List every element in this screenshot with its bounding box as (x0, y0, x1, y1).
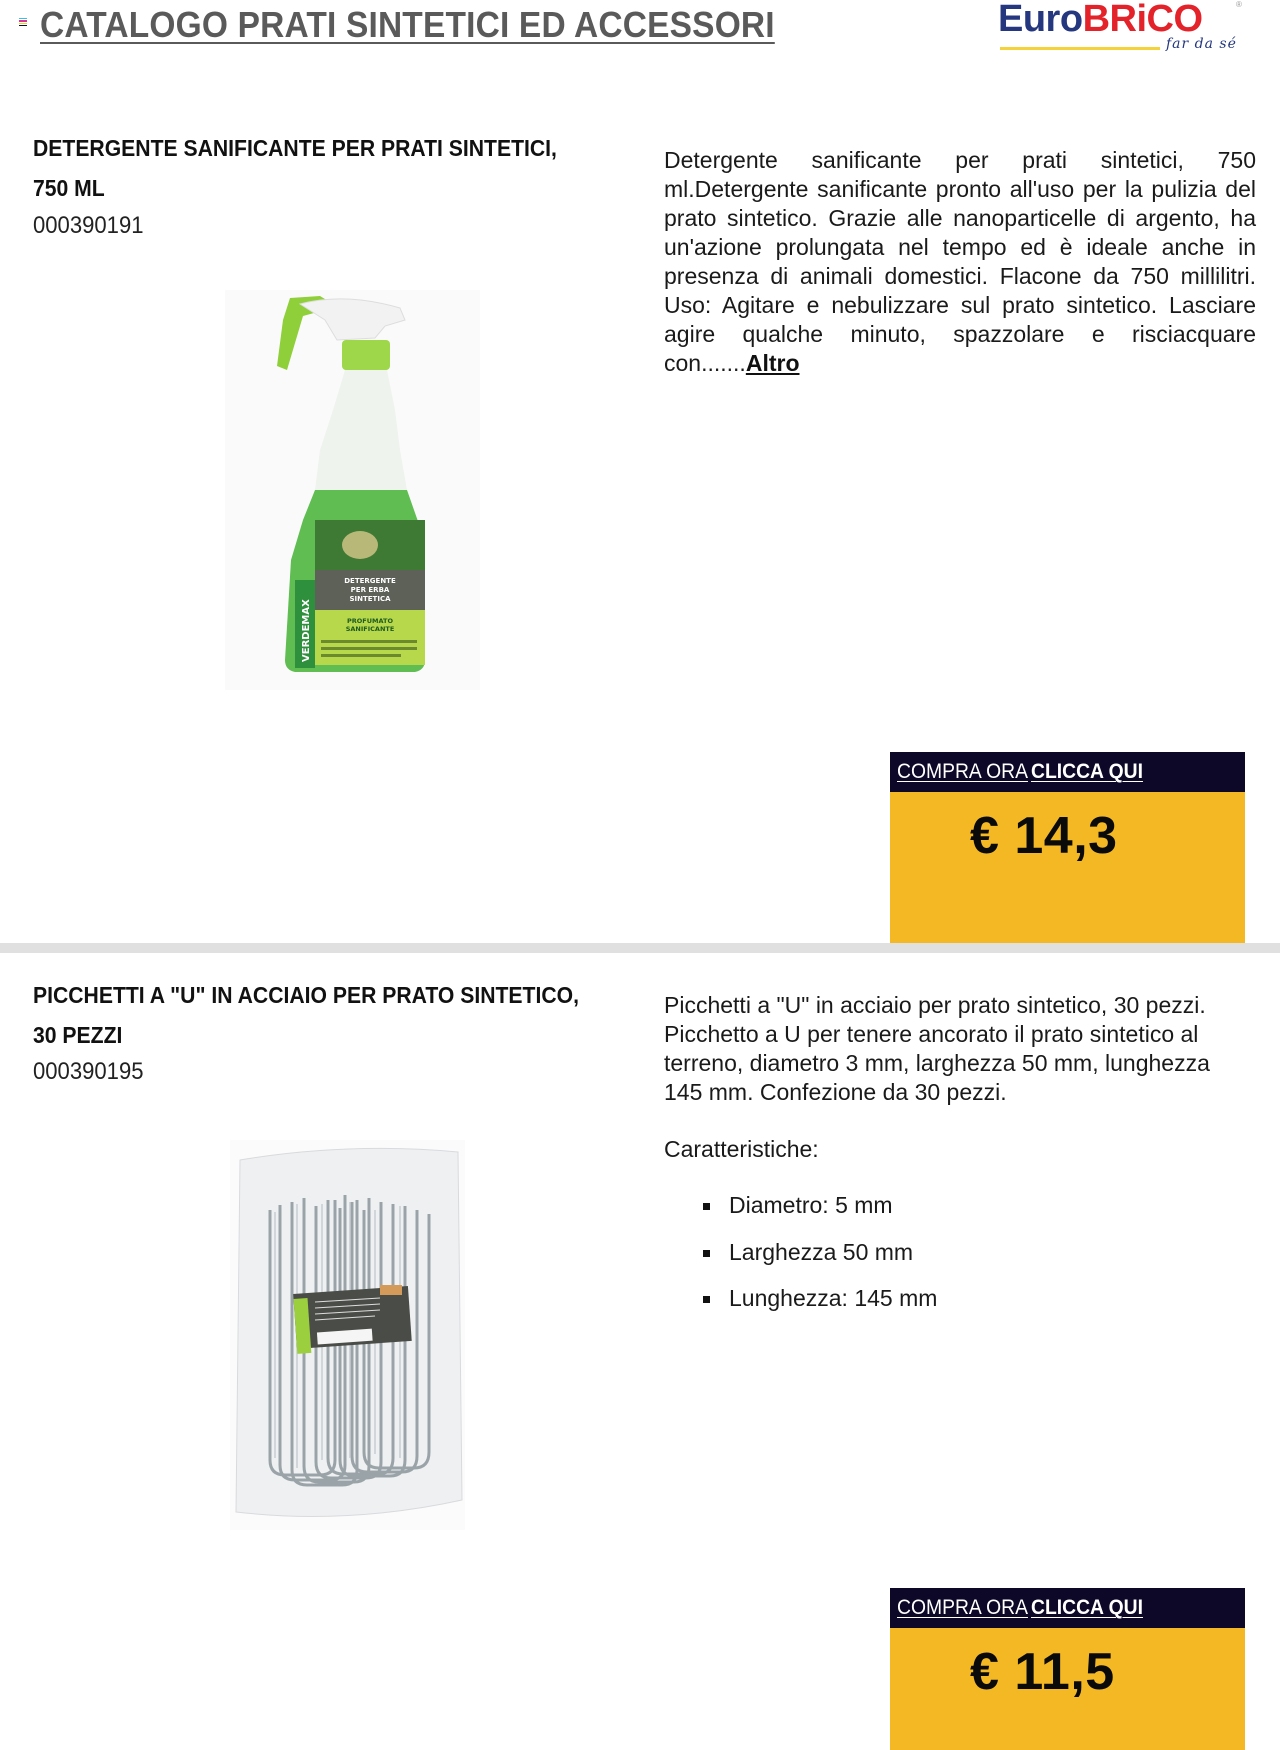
buy-now-bar[interactable] (890, 752, 1245, 792)
svg-text:SANIFICANTE: SANIFICANTE (345, 625, 395, 633)
logo-tagline: far da sé (1166, 36, 1237, 52)
svg-text:PROFUMATO: PROFUMATO (347, 617, 393, 625)
spray-bottle-icon (225, 290, 480, 690)
buy-now-bar[interactable] (890, 1588, 1245, 1628)
product-title-line-1: DETERGENTE SANIFICANTE PER PRATI SINTETICI, (33, 135, 557, 161)
product-description (664, 991, 1264, 1107)
feature-item: Larghezza 50 mm (700, 1237, 937, 1284)
features-list (700, 1190, 937, 1330)
click-here-link[interactable]: CLICCA QUI (1031, 1596, 1144, 1619)
feature-item: Lunghezza: 145 mm (700, 1283, 937, 1330)
logo-brico-text: BRiCO (1082, 0, 1203, 40)
product-price: € 14,3 (970, 807, 1118, 865)
product-code: 000390191 (33, 212, 144, 239)
page-title[interactable]: CATALOGO PRATI SINTETICI ED ACCESSORI (40, 4, 775, 45)
description-line: Picchetti a "U" in acciaio per prato sintetico, 30 pezzi. (664, 992, 1206, 1018)
svg-text:SINTETICA: SINTETICA (349, 595, 391, 603)
svg-text:DETERGENTE: DETERGENTE (344, 577, 396, 585)
product-image-spray-bottle (225, 290, 480, 690)
click-here-link[interactable]: CLICCA QUI (1031, 760, 1144, 783)
buy-now-link[interactable]: COMPRA ORA (897, 1596, 1028, 1619)
price-box (890, 752, 1245, 953)
product-title-line-1: PICCHETTI A "U" IN ACCIAIO PER PRATO SINTETICO, (33, 982, 579, 1008)
price-panel (890, 792, 1245, 953)
product-description-text: Detergente sanificante per prati sintetici, 750 ml.Detergente sanificante pronto all'uso per la pulizia del prato sintetico. Grazie alle nanoparticelle di argento, ha un'azione prolungata nel tempo ed è ideale anche in presenza di animali domestici. Flacone da 750 millilitri. Uso: Agitare e nebulizzare sul prato sintetico. Lasciare agire qualche minuto, spazzolare e risciacquare con....... (664, 147, 1256, 376)
buy-now-link[interactable]: COMPRA ORA (897, 760, 1028, 783)
product-price: € 11,5 (970, 1643, 1115, 1701)
price-box (890, 1588, 1245, 1750)
print-color-marker-icon (19, 18, 27, 27)
price-panel (890, 1628, 1245, 1750)
logo-euro-text: Euro (998, 0, 1083, 40)
eurobrico-logo (996, 0, 1246, 60)
product-description (664, 146, 1256, 378)
features-heading: Caratteristiche: (664, 1136, 819, 1162)
product-title-line-2: 750 ML (33, 175, 105, 201)
registered-mark: ® (1236, 0, 1242, 9)
product-title (33, 128, 585, 208)
svg-text:PER ERBA: PER ERBA (350, 586, 390, 594)
feature-item: Diametro: 5 mm (700, 1190, 937, 1237)
description-line: Picchetto a U per tenere ancorato il prato sintetico al (664, 1021, 1199, 1047)
description-line: terreno, diametro 3 mm, larghezza 50 mm, lunghezza (664, 1050, 1210, 1076)
logo-underline (1000, 47, 1160, 50)
svg-text:VERDEMAX: VERDEMAX (301, 599, 312, 662)
product-title-line-2: 30 PEZZI (33, 1022, 123, 1048)
product-image-stakes-bag (230, 1140, 465, 1530)
section-divider (0, 943, 1280, 953)
u-stakes-bag-icon (230, 1140, 465, 1530)
description-line: 145 mm. Confezione da 30 pezzi. (664, 1079, 1007, 1105)
read-more-link[interactable]: Altro (745, 350, 800, 376)
product-code: 000390195 (33, 1058, 144, 1085)
product-title (33, 975, 585, 1055)
